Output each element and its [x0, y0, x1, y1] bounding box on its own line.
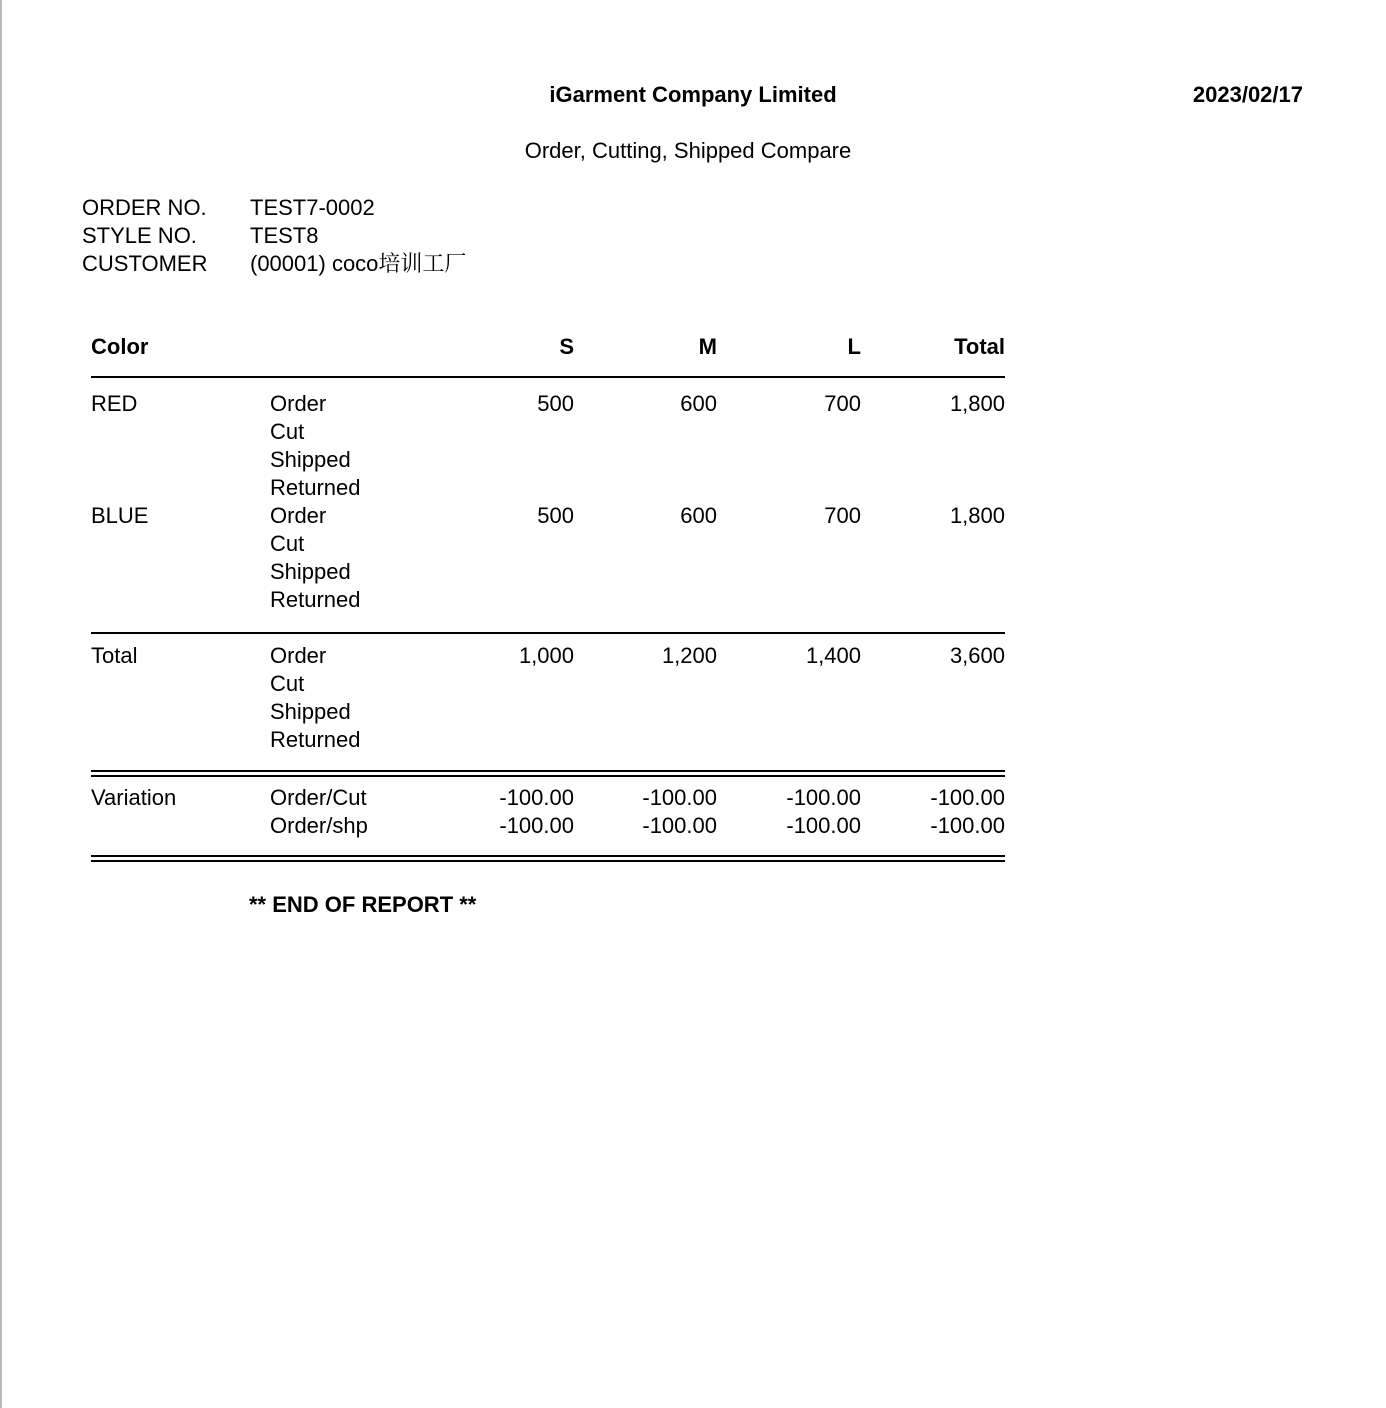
- cell-s: -100.00: [499, 785, 574, 810]
- table-row: [91, 812, 1005, 840]
- row-type: Order/Cut: [270, 785, 367, 810]
- cell-s: 1,000: [518, 643, 574, 668]
- cell-total: 1,800: [949, 503, 1005, 528]
- table-row: [91, 502, 1005, 530]
- cell-total: -100.00: [930, 813, 1005, 838]
- row-type: Cut: [270, 531, 305, 556]
- row-type: Shipped: [270, 447, 351, 472]
- row-type: Returned: [270, 587, 361, 612]
- table-row: [91, 670, 1005, 698]
- table-row: [91, 642, 1005, 670]
- variation-group: [91, 784, 1005, 840]
- cell-total: -100.00: [930, 785, 1005, 810]
- header-color: Color: [91, 334, 149, 359]
- cell-l: 700: [824, 503, 861, 528]
- table-row: [91, 698, 1005, 726]
- color-group-blue: [91, 502, 1005, 614]
- row-type: Order: [270, 391, 327, 416]
- row-type: Order: [270, 503, 327, 528]
- cell-l: 700: [824, 391, 861, 416]
- cell-m: 600: [680, 391, 717, 416]
- end-of-report: ** END OF REPORT **: [249, 892, 477, 917]
- order-no-value: TEST7-0002: [250, 195, 375, 220]
- header-size-s: S: [559, 334, 574, 359]
- variation-label: Variation: [91, 785, 177, 810]
- table-row: [91, 530, 1005, 558]
- cell-l: -100.00: [786, 813, 861, 838]
- table-row: [91, 558, 1005, 586]
- table-header-row: [91, 333, 1005, 363]
- row-type: Returned: [270, 475, 361, 500]
- customer-label: CUSTOMER: [82, 251, 208, 276]
- table-row: [91, 726, 1005, 754]
- row-type: Cut: [270, 419, 305, 444]
- style-no-value: TEST8: [250, 223, 319, 248]
- report-date: 2023/02/17: [1192, 82, 1303, 107]
- header-size-l: L: [847, 334, 861, 359]
- color-label: RED: [91, 391, 138, 416]
- header-size-m: M: [698, 334, 717, 359]
- cell-s: -100.00: [499, 813, 574, 838]
- report-table: [91, 333, 1005, 862]
- table-row: [91, 474, 1005, 502]
- order-info: [82, 194, 466, 278]
- page-left-border: [0, 0, 2, 1408]
- total-label: Total: [91, 643, 138, 668]
- row-type: Shipped: [270, 699, 351, 724]
- row-type: Order/shp: [270, 813, 368, 838]
- cell-l: -100.00: [786, 785, 861, 810]
- header-total: Total: [954, 334, 1005, 359]
- style-no-row: [82, 222, 466, 250]
- row-type: Returned: [270, 727, 361, 752]
- variation-divider: [91, 770, 1005, 777]
- row-type: Shipped: [270, 559, 351, 584]
- cell-s: 500: [537, 391, 574, 416]
- table-row: [91, 784, 1005, 812]
- table-row: [91, 586, 1005, 614]
- cell-m: 1,200: [661, 643, 717, 668]
- row-type: Order: [270, 643, 327, 668]
- customer-value: (00001) coco培训工厂: [250, 251, 467, 276]
- color-group-red: [91, 390, 1005, 502]
- table-row: [91, 418, 1005, 446]
- cell-m: -100.00: [642, 785, 717, 810]
- color-label: BLUE: [91, 503, 149, 528]
- customer-row: [82, 250, 466, 278]
- style-no-label: STYLE NO.: [82, 223, 197, 248]
- cell-total: 1,800: [949, 391, 1005, 416]
- cell-l: 1,400: [805, 643, 861, 668]
- company-name: iGarment Company Limited: [549, 82, 837, 107]
- row-type: Cut: [270, 671, 305, 696]
- table-bottom-divider: [91, 855, 1005, 862]
- order-no-row: [82, 194, 466, 222]
- table-row: [91, 390, 1005, 418]
- order-no-label: ORDER NO.: [82, 195, 207, 220]
- cell-s: 500: [537, 503, 574, 528]
- cell-total: 3,600: [949, 643, 1005, 668]
- table-row: [91, 446, 1005, 474]
- total-group: [91, 642, 1005, 754]
- report-title: Order, Cutting, Shipped Compare: [524, 138, 852, 163]
- cell-m: 600: [680, 503, 717, 528]
- cell-m: -100.00: [642, 813, 717, 838]
